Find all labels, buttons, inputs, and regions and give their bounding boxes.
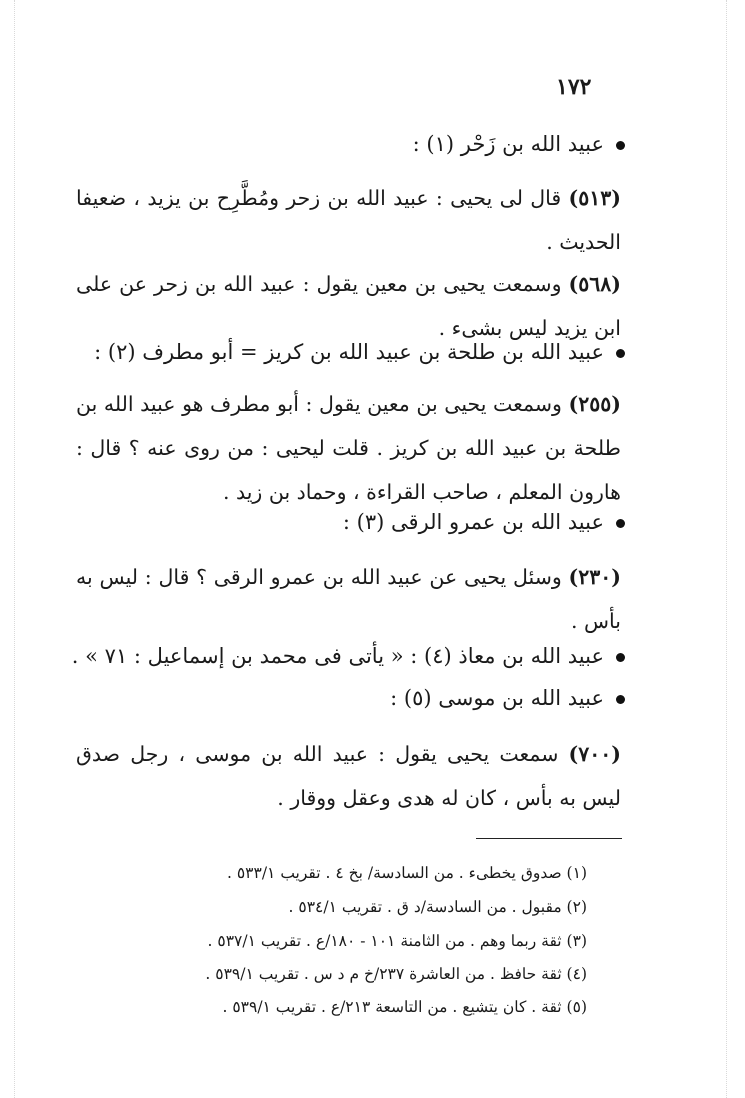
paragraph-text: قال لى يحيى : عبيد الله بن زحر ومُطَّرِح بن يزيد ، ضعيفا الحديث . — [76, 186, 621, 254]
paragraph-text: وسمعت يحيى بن معين يقول : عبيد الله بن زحر عن على ابن يزيد ليس بشىء . — [76, 272, 621, 340]
footnote: (٥) ثقة . كان يتشيع . من التاسعة ٢١٣/ع . تقريب ٥٣٩/١ . — [222, 998, 587, 1016]
entry-heading: عبيد الله بن طلحة بن عبيد الله بن كريز = أبو مطرف (٢) : — [94, 340, 625, 364]
footnote: (٣) ثقة ربما وهم . من الثامنة ١٠١ - ١٨٠/ع . تقريب ٥٣٧/١ . — [207, 932, 587, 950]
footnote: (١) صدوق يخطىء . من السادسة/ بخ ٤ . تقريب ٥٣٣/١ . — [227, 864, 587, 882]
paragraph — [76, 382, 621, 514]
entry-heading: عبيد الله بن زَحْر (١) : — [413, 132, 625, 156]
paragraph-text: سمعت يحيى يقول : عبيد الله بن موسى ، رجل صدق ليس به بأس ، كان له هدى وعقل ووقار . — [76, 742, 621, 810]
entry-number: (٥١٣) — [568, 186, 621, 210]
entry-number: (٧٠٠) — [568, 742, 621, 766]
entry-number: (٢٥٥) — [568, 392, 621, 416]
scan-edge-right — [726, 0, 728, 1098]
page-number: ١٧٢ — [556, 74, 592, 100]
paragraph — [76, 176, 621, 264]
entry-heading: عبيد الله بن معاذ (٤) : « يأتى فى محمد بن إسماعيل : ٧١ » . — [72, 644, 625, 668]
footnote-divider — [476, 838, 622, 839]
entry-number: (٥٦٨) — [568, 272, 621, 296]
bullet-icon — [616, 349, 625, 358]
entry-heading: عبيد الله بن موسى (٥) : — [390, 686, 625, 710]
bullet-icon — [616, 519, 625, 528]
bullet-icon — [616, 141, 625, 150]
footnote: (٢) مقبول . من السادسة/د ق . تقريب ٥٣٤/١ . — [288, 898, 587, 916]
paragraph — [76, 262, 621, 350]
paragraph — [76, 732, 621, 820]
paragraph-text: وسئل يحيى عن عبيد الله بن عمرو الرقى ؟ قال : ليس به بأس . — [76, 565, 621, 633]
paragraph — [76, 555, 621, 643]
bullet-icon — [616, 695, 625, 704]
paragraph-text: وسمعت يحيى بن معين يقول : أبو مطرف هو عبيد الله بن طلحة بن عبيد الله بن كريز . قلت ليحيى : من روى عنه ؟ قال : هارون المعلم ، صاحب القراءة ، وحماد بن زيد . — [76, 392, 621, 504]
footnote: (٤) ثقة حافظ . من العاشرة ٢٣٧/خ م د س . تقريب ٥٣٩/١ . — [205, 965, 587, 983]
bullet-icon — [616, 653, 625, 662]
entry-heading: عبيد الله بن عمرو الرقى (٣) : — [343, 510, 625, 534]
entry-number: (٢٣٠) — [568, 565, 621, 589]
scan-edge-left — [14, 0, 16, 1098]
